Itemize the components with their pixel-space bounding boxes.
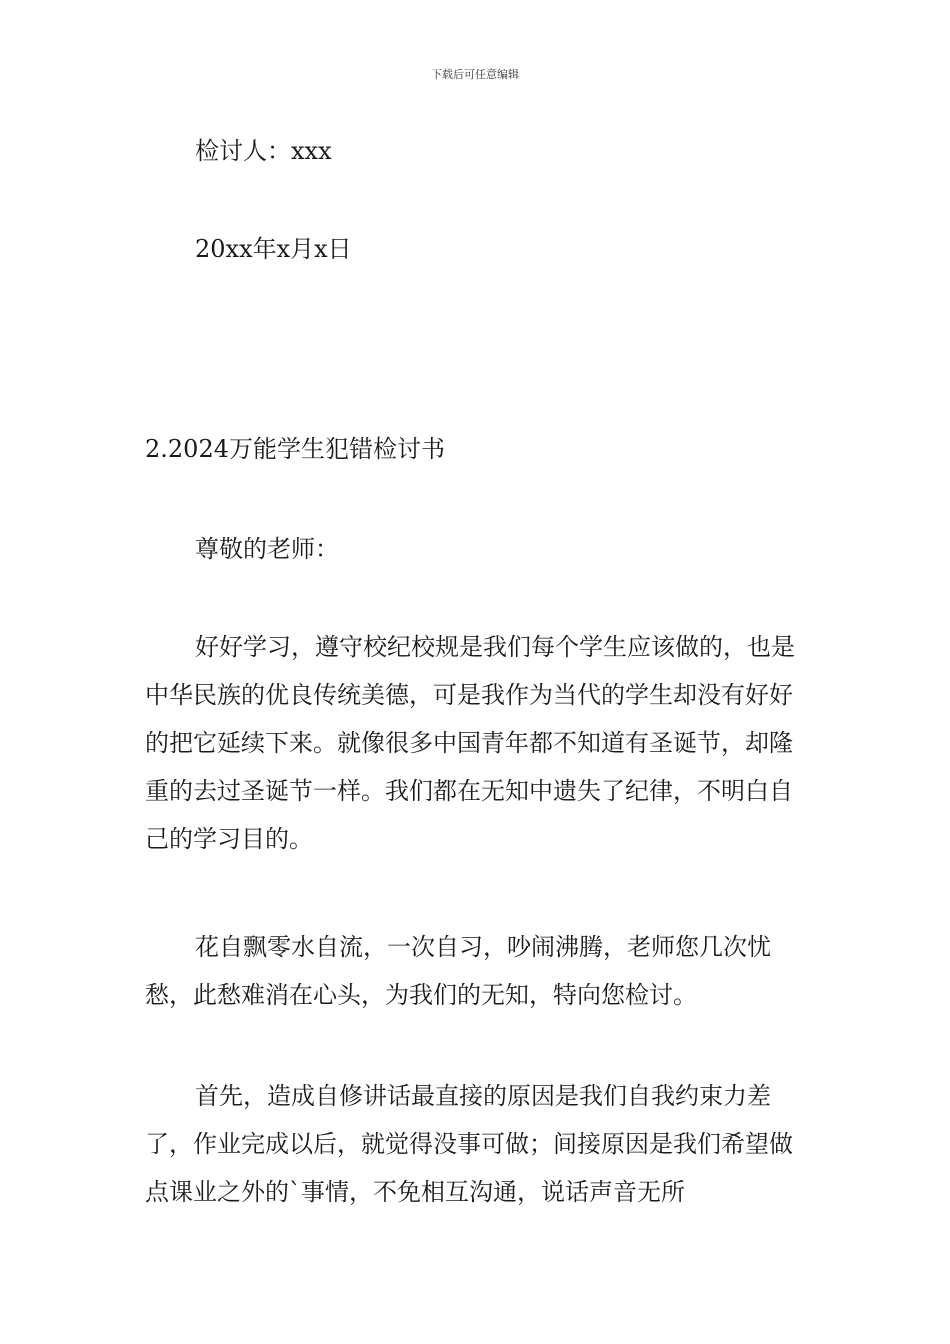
signature-author: 检讨人：xxx: [195, 137, 332, 165]
paragraph-1: 好好学习，遵守校纪校规是我们每个学生应该做的，也是中华民族的优良传统美德，可是我作为当代的学生却没有好好的把它延续下来。就像很多中国青年都不知道有圣诞节，却隆重的去过圣诞节一样。我们都在无知中遗失了纪律，不明白自己的学习目的。: [145, 633, 795, 853]
paragraph-2: 花自飘零水自流，一次自习，吵闹沸腾，老师您几次忧愁，此愁难消在心头，为我们的无知，特向您检讨。: [145, 933, 771, 1009]
section-title: 2.2024万能学生犯错检讨书: [145, 435, 445, 463]
signature-date: 20xx年x月x日: [195, 235, 352, 263]
salutation: 尊敬的老师：: [195, 535, 339, 563]
paragraph-3: 首先，造成自修讲话最直接的原因是我们自我约束力差了，作业完成以后，就觉得没事可做；间接原因是我们希望做点课业之外的`事情，不免相互沟通，说话声音无所: [145, 1082, 793, 1206]
header-note: 下载后可任意编辑: [431, 68, 519, 81]
